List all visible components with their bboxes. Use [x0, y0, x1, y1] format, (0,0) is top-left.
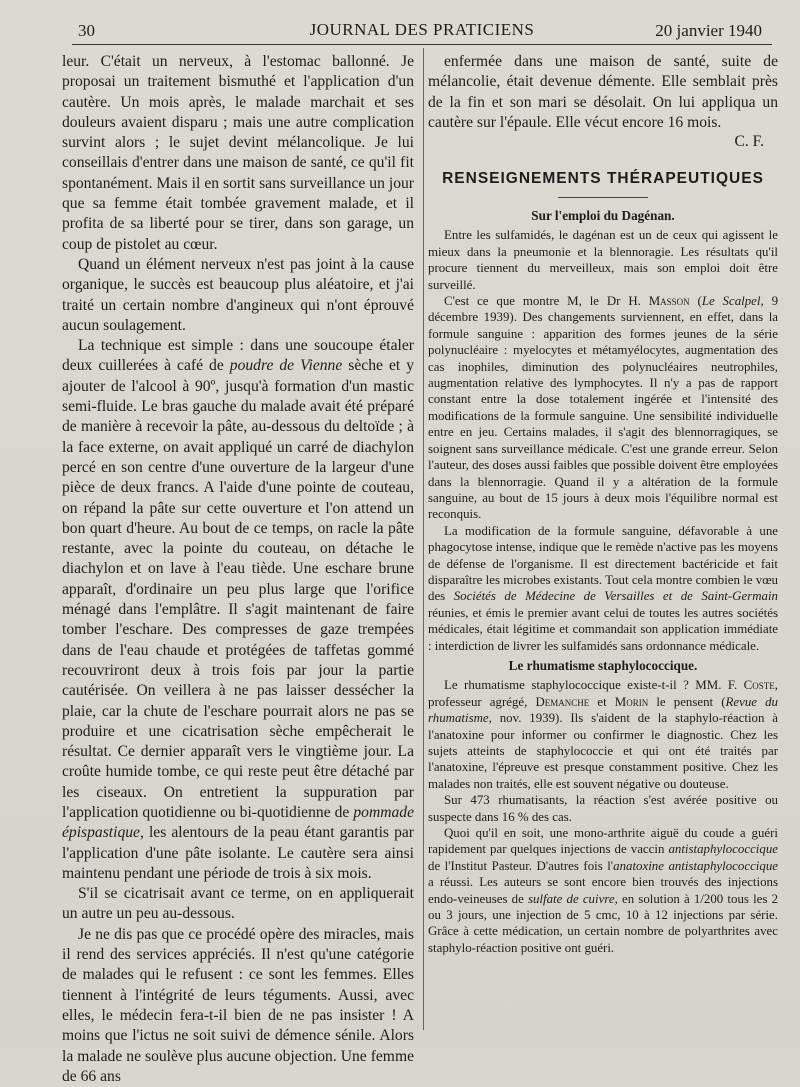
paragraph: La modification de la formule sanguine, défavorable à une phagocytose intense, indique que le remède n'active pas les moyens de défense de l'organisme. Il est directement bactéricide et fait disparaître les microbes existants. Tout cela montre combien le vœu des Sociétés de Médecine de Versailles et de Saint-Germain réunies, et émis le premier avant celui de toutes les autres sociétés médicales, était légitime et commandait son application immédiate : interdiction de livrer les sulfamidés sans ordonnance médicale. — [428, 523, 778, 653]
page-header — [72, 18, 772, 48]
paragraph: Quoi qu'il en soit, une mono-arthrite aiguë du coude a guéri rapidement par quelques injections de vaccin antistaphylococcique de l'Institut Pasteur. D'autres fois l'anatoxine antistaphylococcique a réussi. Les auteurs se sont encore bien trouvés des injections endo-veineuses de sulfate de cuivre, en solution à 1/200 tous les 2 ou 3 jours, une injection de 5 cmc, 10 à 12 injections par série. Grâce à cette médication, un certain nombre de polyarthrites avec staphylo-réaction positive ont guéri. — [428, 826, 779, 955]
header-rule — [72, 44, 772, 45]
paragraph: Entre les sulfamidés, le dagénan est un de ceux qui agissent le mieux dans la pneumonie et la blennoragie. Les résultats qu'il procure tiennent du merveilleux, mais son emploi doit être surveillé. — [428, 228, 778, 292]
column-divider — [423, 48, 424, 1030]
section-title: RENSEIGNEMENTS THÉRAPEUTIQUES — [442, 169, 764, 187]
paragraph: La technique est simple : dans une soucoupe étaler deux cuillerées à café de poudre de Vienne sèche et y ajouter de l'alcool à 90º, jusqu'à formation d'un mastic semi-fluide. Le bras gauche du malade avait été préparé de manière à recevoir la pâte, au-dessous du deltoïde ; à la face externe, on avait appliqué un carré de diachylon percé en son centre d'une ouverture de la largeur d'une pièce de deux francs. A l'aide d'une pointe de couteau, on répand la pâte sur cette ouverture et l'on attend un bon quart d'heure. Au bout de ce temps, on racle la pâte restante, avec la pointe du couteau, on détache le diachylon et on lave à l'eau tiède. Une eschare brune apparaît, d'ordinaire un peu plus large que l'orifice ménagé dans l'emplâtre. Il s'agit maintenant de faire tomber l'eschare. Des compresses de gaze trempées dans de l'eau chaude et protégées de taffetas gommé recouvriront deux à trois fois par jour la partie cautérisée. On veillera à ne pas laisser dessécher la plaie, car la chute de l'eschare pourrait alors ne pas se produire et une cicatrisation sèche empêcherait le résultat. Ce dernier apparaît vers le vingtième jour. La croûte humide tombe, ce qui reste peut être détaché par les ciseaux. On entretient la suppuration par l'application quotidienne ou bi-quotidienne de pommade épispastique, les alentours de la peau étant garantis par l'application d'une pâte isolante. Le cautère sera ainsi maintenu pendant une période de trois à six mois. — [62, 337, 415, 882]
journal-title: JOURNAL DES PRATICIENS — [309, 20, 535, 39]
paragraph: S'il se cicatrisait avant ce terme, on en appliquerait un autre un peu au-dessous. — [62, 885, 414, 923]
page-number: 30 — [78, 21, 95, 40]
author-signature: C. F. — [734, 133, 764, 151]
paragraph: C'est ce que montre M, le Dr H. Masson (Le Scalpel, 9 décembre 1939). Des changements surviennent, en effet, dans la formule sanguine : apparition des formes jeunes de la série polynucléaire : myelocytes et métamyélocytes, augmentation des cas inophiles, diminution des polynucléaires neutrophiles, augmentation relative des lymphocytes. Il n'y a pas de rapport constant entre la dose totalement ingérée et l'intensité des modifications de la formule sanguine. Une sensibilité individuelle entre en jeu. Certains malades, il s'agit des blennorragiques, se soignent sans surveillance médicale. C'est une grande erreur. Selon l'auteur, des doses aussi faibles que possible doivent être employées dans la blennorragie. Quand il y a altération de la formule sanguine, au bout de 15 jours à deux mois l'équilibre normal est reconquis. — [428, 294, 779, 522]
section-rule — [558, 197, 648, 198]
paragraph: leur. C'était un nerveux, à l'estomac ballonné. Je proposai un traitement bismuthé et l'application d'un cautère. Un mois après, le malade marchait et ses douleurs avaient disparu ; mais une autre complication survint alors ; le sujet devint mélancolique. Je lui conseillais d'entrer dans une maison de santé, ce qu'il fit spontanément. Mais il en sortit sans surveillance un jour que sa femme était tombée gravement malade, et il profita de sa liberté pour se tirer, dans son garage, un coup de pistolet au cœur. — [62, 53, 414, 253]
issue-date: 20 janvier 1940 — [655, 21, 762, 40]
paragraph: Je ne dis pas que ce procédé opère des miracles, mais il rend des services appréciés. Il n'est qu'une catégorie de malades qui le refusent : ce sont les femmes. Elles tiennent à l'intégrité de leurs téguments. Aussi, avec elles, le médecin fera-t-il bien de ne pas insister ! A moins que l'ictus ne soit suivi de démence sénile. Alors la malade ne soulève plus aucune objection. Une femme de 66 ans — [62, 925, 414, 1085]
paragraph: Quand un élément nerveux n'est pas joint à la cause organique, le succès est beaucoup plus aléatoire, et j'ai traité un certain nombre d'angineux qui n'ont éprouvé aucun soulagement. — [62, 255, 414, 334]
paragraph: Sur 473 rhumatisants, la réaction s'est avérée positive ou suspecte dans 16 % des cas. — [428, 793, 778, 824]
paragraph: Le rhumatisme staphylococcique existe-t-il ? MM. F. Coste, professeur agrégé, Demanche et Morin le pensent (Revue du rhumatisme, nov. 1939). Ils s'aident de la staphylo-réaction à l'anatoxine pour informer ou confirmer le diagnostic. Chez les sujets atteints de staphylococcie et qui ont été traités par l'anatoxine, l'épreuve est presque constamment positive. Chez les malades non traités, elle est souvent négative ou douteuse. — [428, 678, 778, 791]
subheading-rhumatisme: Le rhumatisme staphylococcique. — [508, 657, 698, 673]
subheading-dagenan: Sur l'emploi du Dagénan. — [531, 208, 675, 223]
left-column — [62, 52, 414, 1087]
article-continuation: enfermée dans une maison de santé, suite de mélancolie, était devenue démente. Elle semblait près de la fin et son mari se désolait. On lui appliqua un cautère sur l'épaule. Elle vécut encore 16 mois. — [428, 53, 778, 131]
right-column — [428, 52, 778, 956]
